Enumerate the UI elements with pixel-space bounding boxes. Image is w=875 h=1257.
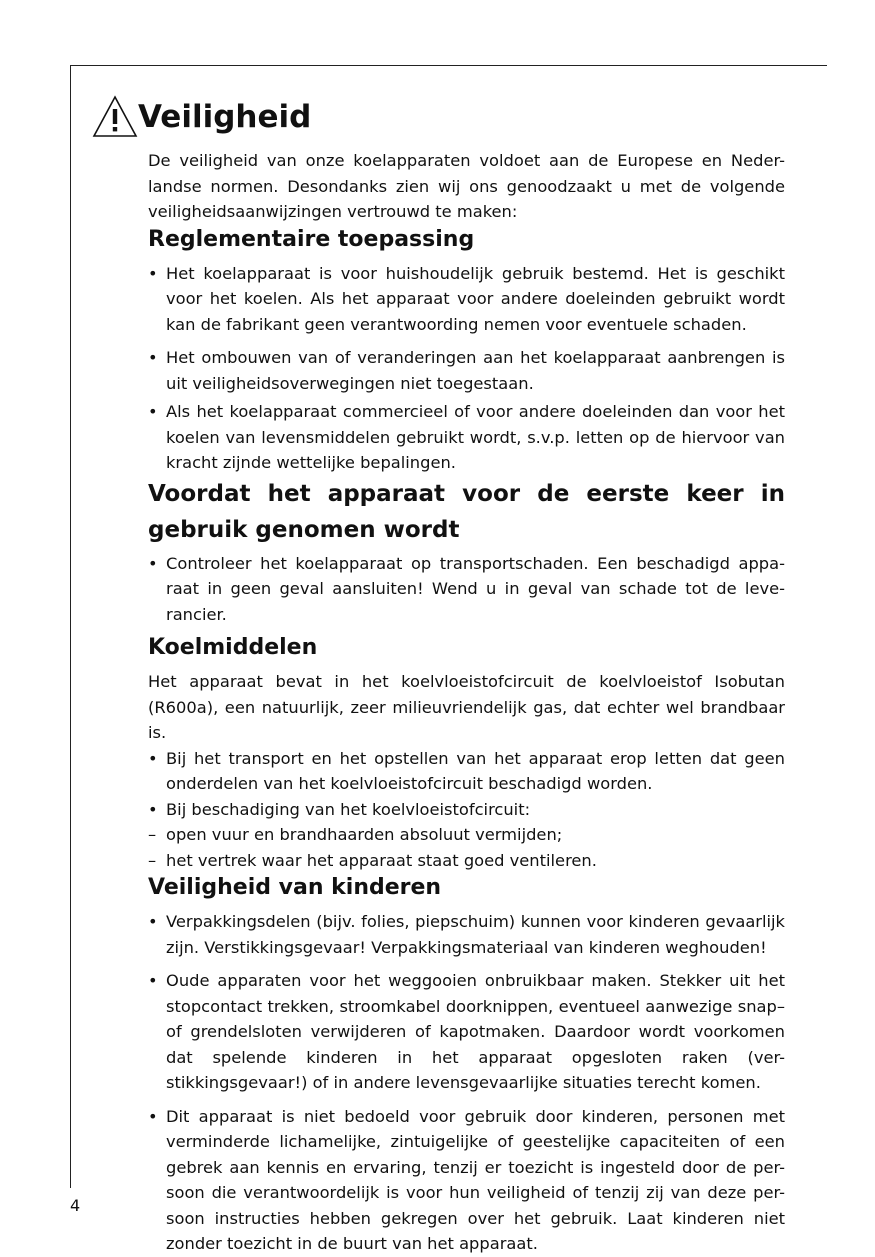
dash-item: – het vertrek waar het apparaat staat goed ventileren. — [148, 848, 785, 874]
list-item: • Als het koelapparaat commercieel of voor andere doeleinden dan voor het koelen van levensmiddelen gebruikt wordt, s.v.p. letten op de hiervoor van kracht zijnde wettelijke bepalingen. — [148, 399, 785, 476]
heading-voordat: Voordat het apparaat voor de eerste keer in gebruik genomen wordt — [148, 480, 785, 543]
page-title: Veiligheid — [138, 99, 312, 135]
heading-kinderen: Veiligheid van kinderen — [148, 875, 442, 900]
list-item: • Dit apparaat is niet bedoeld voor gebruik door kinderen, personen met verminderde lichamelijke, zintuigelijke of geestelijke capaciteiten of een gebrek aan kennis en ervaring, tenzij er toezicht is ingesteld door de per-soon die verantwoordelijk is voor hun veiligheid of tenzij zij van deze per-soon instructies hebben gekregen over het gebruik. Laat kinderen niet zonder toezicht in de buurt van het apparaat. — [148, 1104, 785, 1257]
top-rule — [70, 65, 827, 66]
heading-reglementaire: Reglementaire toepassing — [148, 226, 475, 252]
list-item: • Het koelapparaat is voor huishoudelijk gebruik bestemd. Het is geschikt voor het koelen. Als het apparaat voor andere doeleinden gebruikt wordt kan de fabrikant geen verantwoording nemen voor eventuele schaden. — [148, 261, 785, 338]
dash-item: – open vuur en brandhaarden absoluut vermijden; — [148, 822, 785, 848]
left-rule — [70, 65, 71, 1188]
title-row — [92, 92, 311, 142]
page-number: 4 — [70, 1196, 81, 1215]
heading-koelmiddelen: Koelmiddelen — [148, 635, 318, 660]
intro-text: De veiligheid van onze koelapparaten voldoet aan de Europese en Neder-landse normen. Desondanks zien wij ons genoodzaakt u met de volgende veiligheidsaanwijzingen vertrouwd te maken: — [148, 151, 785, 221]
list-item: • Controleer het koelapparaat op transportschaden. Een beschadigd appa-raat in geen geval aansluiten! Wend u in geval van schade tot de leve-rancier. — [148, 551, 785, 628]
list-item: • Oude apparaten voor het weggooien onbruikbaar maken. Stekker uit het stopcontact trekken, stroomkabel doorknippen, eventueel aanwezige snap– of grendelsloten verwijderen of kapotmaken. Daardoor wordt voorkomen dat spelende kinderen in het apparaat opgesloten raken (ver-stikkingsgevaar!) of in andere levensgevaarlijke situaties terecht komen. — [148, 968, 785, 1096]
content — [148, 148, 785, 1257]
warning-icon — [92, 95, 138, 139]
list-item: • Bij beschadiging van het koelvloeistofcircuit: — [148, 797, 785, 823]
list-item: • Verpakkingsdelen (bijv. folies, piepschuim) kunnen voor kinderen gevaarlijk zijn. Verstikkingsgevaar! Verpakkingsmateriaal van kinderen weghouden! — [148, 909, 785, 960]
list-item: • Het ombouwen van of veranderingen aan het koelapparaat aanbrengen is uit veiligheidsoverwegingen niet toegestaan. — [148, 345, 785, 396]
koelmiddelen-text: Het apparaat bevat in het koelvloeistofcircuit de koelvloeistof Isobutan (R600a), een natuurlijk, zeer milieuvriendelijk gas, dat echter wel brandbaar is. — [148, 672, 785, 742]
list-item: • Bij het transport en het opstellen van het apparaat erop letten dat geen onderdelen van het koelvloeistofcircuit beschadigd worden. — [148, 746, 785, 797]
